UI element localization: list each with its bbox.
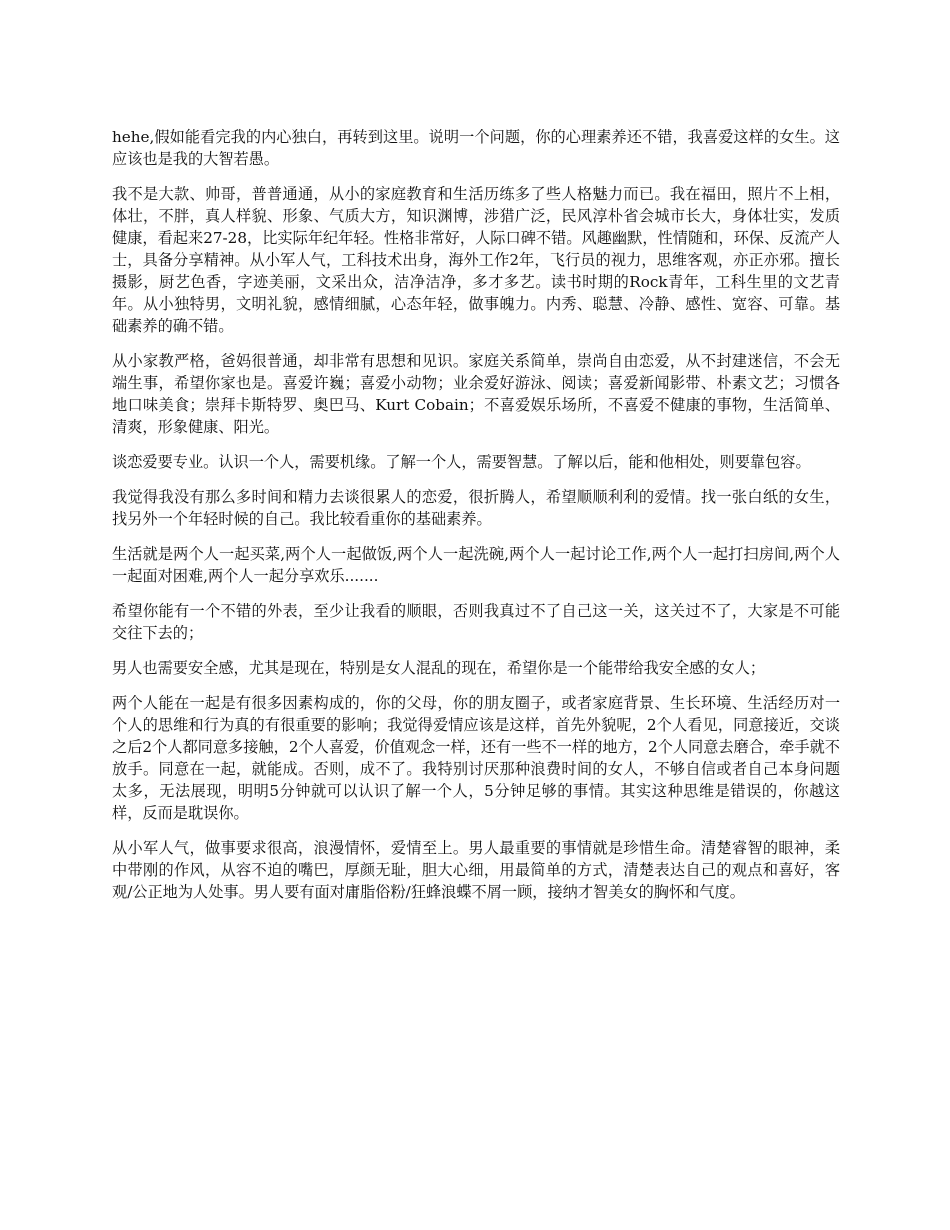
paragraph-4: 谈恋爱要专业。认识一个人，需要机缘。了解一个人，需要智慧。了解以后，能和他相处，则要靠包容。 (112, 453, 811, 471)
paragraph-3: 从小家教严格，爸妈很普通，却非常有思想和见识。家庭关系简单，崇尚自由恋爱，从不封建迷信，不会无端生事，希望你家也是。喜爱许巍；喜爱小动物；业余爱好游泳、阅读；喜爱新闻影带、朴素文艺；习惯各地口味美食；崇拜卡斯特罗、奥巴马、Kurt Cobain；不喜爱娱乐场所，不喜爱不健康的事物，生活简单、清爽，形象健康、阳光。 (112, 352, 840, 436)
document-body (112, 126, 840, 916)
paragraph-2: 我不是大款、帅哥，普普通通，从小的家庭教育和生活历练多了些人格魅力而已。我在福田，照片不上相，体壮，不胖，真人样貌、形象、气质大方，知识渊博，涉猎广泛，民风淳朴省会城市长大，身体壮实，发质健康，看起来27-28，比实际年纪年轻。性格非常好，人际口碑不错。风趣幽默，性情随和，环保、反流产人士，具备分享精神。从小军人气，工科技术出身，海外工作2年，飞行员的视力，思维客观，亦正亦邪。擅长摄影，厨艺色香，字迹美丽，文采出众，洁净洁净，多才多艺。读书时期的Rock青年，工科生里的文艺青年。从小独特男，文明礼貌，感情细腻，心态年轻，做事魄力。内秀、聪慧、冷静、感性、宽容、可靠。基础素养的确不错。 (112, 185, 840, 335)
paragraph-1: hehe,假如能看完我的内心独白，再转到这里。说明一个问题，你的心理素养还不错，我喜爱这样的女生。这应该也是我的大智若愚。 (112, 128, 840, 168)
paragraph-7: 希望你能有一个不错的外表，至少让我看的顺眼，否则我真过不了自己这一关，这关过不了，大家是不可能交往下去的； (112, 602, 840, 642)
paragraph-5: 我觉得我没有那么多时间和精力去谈很累人的恋爱，很折腾人，希望顺顺利利的爱情。找一张白纸的女生，找另外一个年轻时候的自己。我比较看重你的基础素养。 (112, 488, 840, 528)
paragraph-9: 两个人能在一起是有很多因素构成的，你的父母，你的朋友圈子，或者家庭背景、生长环境、生活经历对一个人的思维和行为真的有很重要的影响；我觉得爱情应该是这样，首先外貌呢，2个人看见，同意接近，交谈之后2个人都同意多接触，2个人喜爱，价值观念一样，还有一些不一样的地方，2个人同意去磨合，牵手就不放手。同意在一起，就能成。否则，成不了。我特别讨厌那种浪费时间的女人，不够自信或者自己本身问题太多，无法展现，明明5分钟就可以认识了解一个人，5分钟足够的事情。其实这种思维是错误的，你越这样，反而是耽误你。 (112, 694, 840, 822)
paragraph-6: 生活就是两个人一起买菜,两个人一起做饭,两个人一起洗碗,两个人一起讨论工作,两个人一起打扫房间,两个人一起面对困难,两个人一起分享欢乐....... (112, 545, 840, 585)
paragraph-8: 男人也需要安全感，尤其是现在，特别是女人混乱的现在，希望你是一个能带给我安全感的女人； (112, 659, 766, 677)
paragraph-10: 从小军人气，做事要求很高，浪漫情怀，爱情至上。男人最重要的事情就是珍惜生命。清楚睿智的眼神，柔中带刚的作风，从容不迫的嘴巴，厚颜无耻，胆大心细，用最简单的方式，清楚表达自己的观点和喜好，客观/公正地为人处事。男人要有面对庸脂俗粉/狂蜂浪蝶不屑一顾，接纳才智美女的胸怀和气度。 (112, 839, 840, 901)
